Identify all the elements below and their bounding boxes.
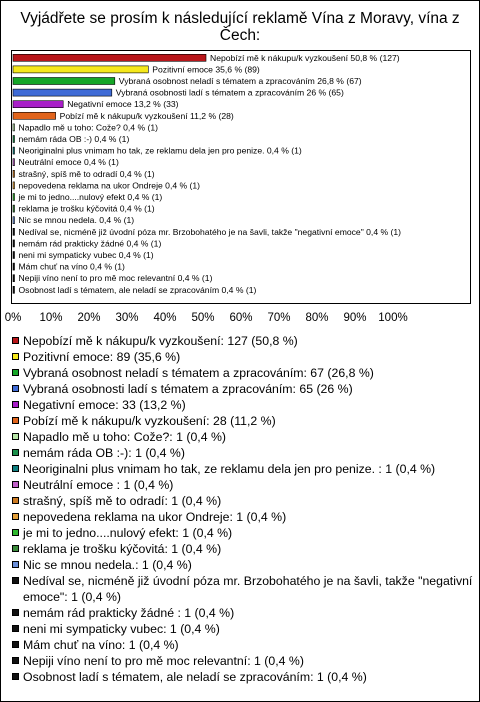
chart-svg [1,1,479,331]
legend-item [12,429,474,445]
legend-item [12,541,474,557]
legend-swatch [12,481,19,488]
x-tick-label: 60% [229,312,253,324]
bar [13,89,112,96]
legend-item [12,621,474,637]
legend-item [12,333,474,349]
bar [13,54,206,61]
legend-label: Nepobízí mě k nákupu/k vyzkoušení: 127 (50,8 %) [23,334,298,348]
bar-label: Napadlo mě u toho: Cože? 0,4 % (1) [18,122,158,133]
bar [13,136,15,143]
legend-label: nepovedena reklama na ukor Ondreje: 1 (0,4 %) [23,510,287,524]
legend-swatch [12,353,19,360]
legend-swatch [12,449,19,456]
legend-swatch [12,465,19,472]
legend-label: Vybraná osobnosti ladí s tématem a zpracováním: 65 (26 %) [23,382,353,396]
bar-label: nepovedena reklama na ukor Ondreje 0,4 % (1) [18,180,201,191]
legend-swatch [12,625,19,632]
legend-swatch [12,385,19,392]
legend-swatch [12,673,19,680]
bar [13,217,15,224]
legend-label: strašný, spíš mě to odradí: 1 (0,4 %) [23,494,222,508]
bar [13,252,15,259]
bar-label: Neoriginalni plus vnimam ho tak, ze reklamu dela jen pro penize. 0,4 % (1) [18,145,302,156]
bar [13,182,15,189]
bar-label: reklama je trošku kýčovitá 0,4 % (1) [18,203,155,214]
legend-label: Neutrální emoce : 1 (0,4 %) [23,478,174,492]
legend-swatch [12,561,19,568]
legend-swatch [12,401,19,408]
legend-item [12,493,474,509]
bar-label: Mám chuť na víno 0,4 % (1) [18,261,125,272]
legend-item [12,365,474,381]
bar [13,124,15,131]
bar [13,101,63,108]
legend-label: Nedíval se, nicméně již úvodní póza mr. Brzobohatého je na šavli, takže "negativní emoce": 1 (0,4 %) [23,574,473,604]
legend-label: je mi to jedno....nulový efekt: 1 (0,4 %) [23,526,233,540]
legend-swatch [12,369,19,376]
bar-label: Osobnost ladí s tématem, ale neladí se zpracováním 0,4 % (1) [18,284,257,295]
bar-label: Nic se mnou nedela. 0,4 % (1) [18,215,135,226]
bar [13,112,56,119]
legend-label: Vybraná osobnost neladí s tématem a zpracováním: 67 (26,8 %) [23,366,374,380]
legend-label: Nic se mnou nedela.: 1 (0,4 %) [23,558,192,572]
bar-label: neni mi sympaticky vubec 0,4 % (1) [18,250,154,260]
legend-swatch [12,609,19,616]
x-tick-label: 20% [77,312,101,324]
legend-item [12,573,474,605]
legend-swatch [12,641,19,648]
legend-swatch [12,513,19,520]
x-tick-label: 50% [191,312,215,324]
legend-label: reklama je trošku kýčovitá: 1 (0,4 %) [23,542,222,556]
bar-label: Nedíval se, nicméně již úvodní póza mr. Brzobohatého je na šavli, takže "negativní emoce" 0,4 % (1) [18,226,402,237]
x-tick-label: 70% [267,312,291,324]
legend-label: Negativní emoce: 33 (13,2 %) [23,398,186,412]
legend-swatch [12,497,19,504]
legend-item [12,509,474,525]
legend-label: Napadlo mě u toho: Cože?: 1 (0,4 %) [23,430,227,444]
bar-label: Nepiji víno není to pro mě moc relevantní 0,4 % (1) [18,273,213,284]
legend-swatch [12,545,19,552]
x-tick-label: 100% [378,312,408,324]
bar-label: Neutrální emoce 0,4 % (1) [18,157,119,168]
bar [13,66,148,73]
bar [13,205,15,212]
bar [13,263,15,270]
legend-label: Neoriginalni plus vnimam ho tak, ze reklamu dela jen pro penize. : 1 (0,4 %) [23,462,436,476]
legend-swatch [12,337,19,344]
bar [13,170,15,177]
legend-swatch [12,417,19,424]
bar [13,240,15,247]
legend-swatch [12,433,19,440]
legend-item [12,525,474,541]
bar-label: Pozitivní emoce 35,6 % (89) [152,64,260,75]
bar [13,194,15,201]
x-tick-label: 40% [153,312,177,324]
legend-item [12,381,474,397]
bar-label: Nepobízí mě k nákupu/k vyzkoušení 50,8 % (127) [210,52,400,63]
chart-title: Vyjádřete se prosím k následující reklamě Vína z Moravy, vína z Čech: [20,10,460,44]
bar-label: Vybraná osobnost neladí s tématem a zpracováním 26,8 % (67) [118,76,362,86]
legend-item [12,445,474,461]
legend [12,333,474,685]
legend-item [12,461,474,477]
legend-item [12,413,474,429]
legend-swatch [12,657,19,664]
legend-item [12,653,474,669]
legend-label: nemám ráda OB :-): 1 (0,4 %) [23,446,185,460]
bar [13,159,15,166]
legend-item [12,605,474,621]
legend-label: nemám rád prakticky žádné : 1 (0,4 %) [23,606,235,620]
legend-item [12,477,474,493]
legend-label: Nepiji víno není to pro mě moc relevantní: 1 (0,4 %) [23,654,304,668]
x-tick-label: 80% [305,312,329,324]
legend-label: Osobnost ladí s tématem, ale neladí se zpracováním: 1 (0,4 %) [23,670,367,684]
bar [13,228,15,235]
x-tick-label: 30% [115,312,139,324]
bar-label: strašný, spíš mě to odradí 0,4 % (1) [18,168,155,179]
bar [13,78,115,85]
legend-swatch [12,577,19,584]
legend-item [12,637,474,653]
x-tick-label: 0% [4,312,22,324]
bar-label: Vybraná osobnosti ladí s tématem a zpracováním 26 % (65) [115,87,344,98]
bar-label: nemám ráda OB :-) 0,4 % (1) [18,134,130,144]
bar-label: Negativní emoce 13,2 % (33) [67,99,179,110]
legend-swatch [12,529,19,536]
legend-item [12,557,474,573]
bar-label: je mi to jedno....nulový efekt 0,4 % (1) [18,192,163,202]
legend-label: Pobízí mě k nákupu/k vyzkoušení: 28 (11,2 %) [23,414,276,428]
legend-label: Pozitivní emoce: 89 (35,6 %) [23,350,181,364]
legend-item [12,669,474,685]
bar-label: Pobízí mě k nákupu/k vyzkoušení 11,2 % (28) [59,110,234,121]
legend-item [12,397,474,413]
bar [13,147,15,154]
x-tick-label: 10% [39,312,63,324]
bar-label: nemám rád prakticky žádné 0,4 % (1) [18,238,162,249]
bar [13,275,15,282]
bar [13,286,15,293]
legend-label: neni mi sympaticky vubec: 1 (0,4 %) [23,622,220,636]
legend-item [12,349,474,365]
legend-label: Mám chuť na víno: 1 (0,4 %) [23,638,179,652]
x-tick-label: 90% [343,312,367,324]
